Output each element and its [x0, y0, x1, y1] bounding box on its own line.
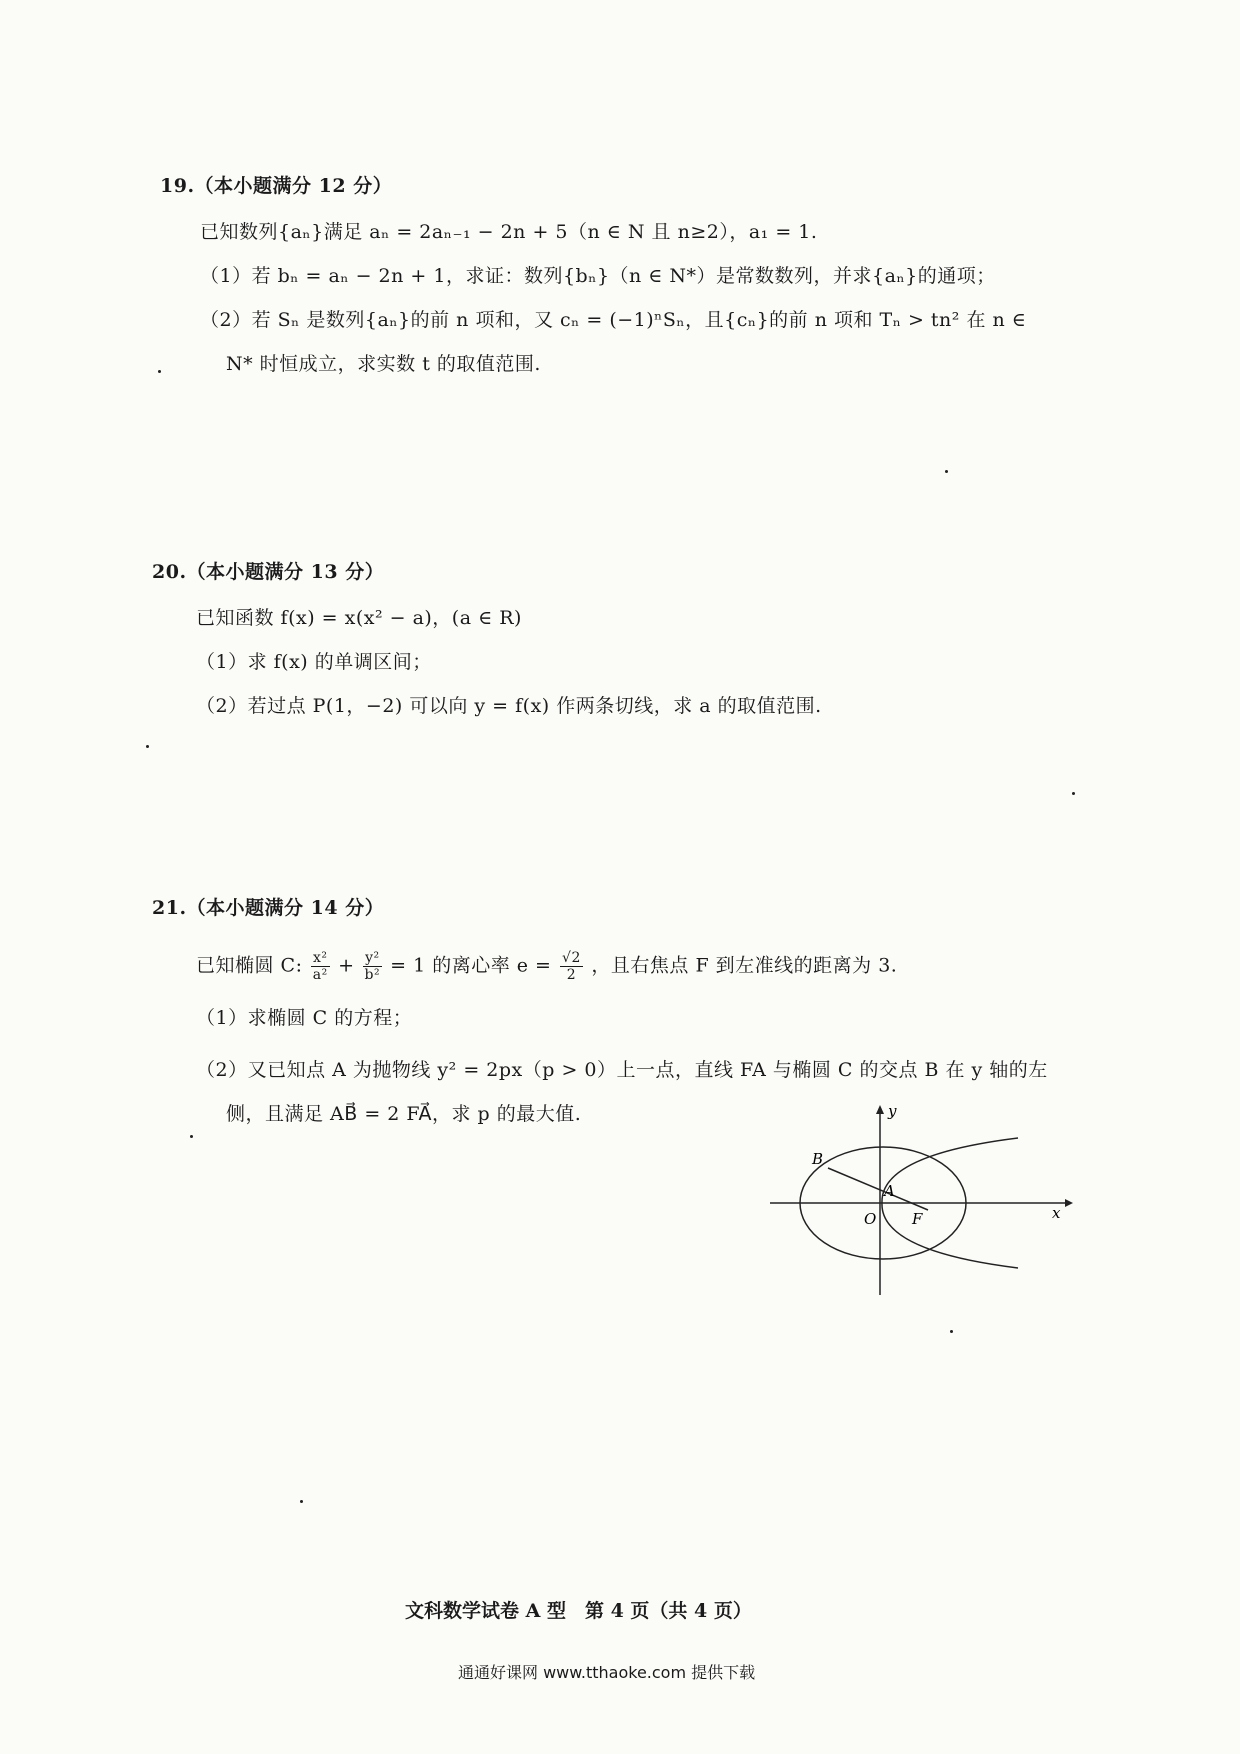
scan-speck — [158, 370, 161, 373]
q20-part1: （1）求 f(x) 的单调区间； — [196, 651, 432, 673]
label-a: A — [884, 1182, 895, 1200]
scan-speck — [950, 1330, 953, 1333]
x-axis-arrow-icon — [1065, 1199, 1073, 1207]
source-line: 通通好课网 www.tthaoke.com 提供下载 — [458, 1663, 756, 1682]
q21-stem — [196, 950, 897, 983]
fraction-x2-over-a2 — [311, 950, 330, 983]
scan-speck — [146, 745, 149, 748]
plus-sign: + — [338, 954, 355, 977]
q21-stem-post: ，且右焦点 F 到左准线的距离为 3. — [591, 954, 898, 977]
q21-stem-mid: = 1 的离心率 e = — [390, 954, 552, 977]
q20-stem: 已知函数 f(x) = x(x² − a)，(a ∈ R) — [196, 607, 522, 629]
q21-header: 21.（本小题满分 14 分） — [152, 897, 385, 919]
q19-stem: 已知数列{aₙ}满足 aₙ = 2aₙ₋₁ − 2n + 5（n ∈ N 且 n≥2），a₁ = 1. — [200, 221, 818, 243]
fraction-denominator: b² — [364, 967, 381, 983]
q21-part1: （1）求椭圆 C 的方程； — [196, 1007, 413, 1029]
q21-stem-pre: 已知椭圆 C: — [196, 954, 303, 977]
fraction-denominator: 2 — [566, 967, 577, 983]
page-footer: 文科数学试卷 A 型 第 4 页（共 4 页） — [405, 1600, 752, 1622]
q21-part2-line2: 侧，且满足 AB⃗ = 2 FA⃗，求 p 的最大值. — [226, 1103, 582, 1125]
label-x: x — [1052, 1204, 1061, 1222]
q19-header: 19.（本小题满分 12 分） — [160, 175, 393, 197]
scan-speck — [1072, 792, 1075, 795]
label-y: y — [888, 1102, 897, 1120]
fraction-numerator: √2 — [562, 950, 581, 966]
q20-header: 20.（本小题满分 13 分） — [152, 561, 385, 583]
fraction-numerator: y² — [365, 950, 380, 966]
scan-speck — [945, 470, 948, 473]
fraction-numerator: x² — [313, 950, 328, 966]
scan-speck — [190, 1135, 193, 1138]
fraction-y2-over-b2 — [363, 950, 382, 983]
q20-part2: （2）若过点 P(1，−2) 可以向 y = f(x) 作两条切线，求 a 的取值范围. — [196, 695, 822, 717]
label-f: F — [912, 1210, 923, 1228]
q19-part2-line2: N* 时恒成立，求实数 t 的取值范围. — [226, 353, 541, 375]
scan-speck — [300, 1500, 303, 1503]
y-axis-arrow-icon — [876, 1105, 884, 1114]
label-b: B — [812, 1150, 824, 1168]
ellipse-parabola-figure — [760, 1100, 1080, 1300]
q19-part1: （1）若 bₙ = aₙ − 2n + 1，求证：数列{bₙ}（n ∈ N*）是常数数列，并求{aₙ}的通项； — [200, 265, 996, 287]
fraction-sqrt2-over-2 — [560, 950, 583, 983]
fraction-denominator: a² — [312, 967, 328, 983]
label-o: O — [864, 1210, 877, 1228]
q21-part2-line1: （2）又已知点 A 为抛物线 y² = 2px（p > 0）上一点，直线 FA 与椭圆 C 的交点 B 在 y 轴的左 — [196, 1059, 1048, 1081]
q19-part2-line1: （2）若 Sₙ 是数列{aₙ}的前 n 项和，又 cₙ = (−1)ⁿSₙ，且{cₙ}的前 n 项和 Tₙ > tn² 在 n ∈ — [200, 309, 1027, 331]
